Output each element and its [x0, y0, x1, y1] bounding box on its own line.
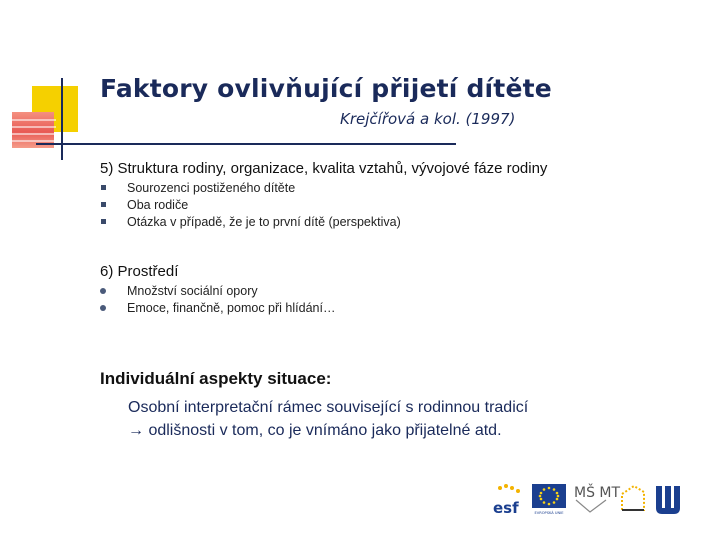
msmt-logo-icon — [572, 482, 621, 516]
decor-vertical-rule — [61, 78, 63, 160]
list-item — [100, 196, 401, 213]
list-item-text: Otázka v případě, že je to první dítě (perspektiva) — [127, 214, 401, 229]
list-item-text: Emoce, finančně, pomoc při hlídání… — [127, 300, 336, 315]
aspects-body — [128, 396, 528, 442]
round-bullet-icon — [100, 305, 106, 311]
section-5-list — [100, 179, 401, 230]
esf-logo-icon — [492, 482, 526, 516]
round-bullet-icon — [100, 288, 106, 294]
list-item-text: Sourozenci postiženého dítěte — [127, 180, 296, 195]
aspects-line-1: Osobní interpretační rámec související s rodinnou tradicí — [128, 399, 529, 416]
list-item-text: Množství sociální opory — [127, 283, 258, 298]
msmt-logo-text: MŠ MT — [574, 485, 621, 501]
dotted-square-logo-icon — [618, 482, 648, 516]
section-5-heading: 5) Struktura rodiny, organizace, kvalita vztahů, vývojové fáze rodiny — [100, 160, 548, 177]
esf-logo-text: esf — [493, 499, 519, 517]
slide-title: Faktory ovlivňující přijetí dítěte — [100, 74, 552, 103]
aspects-heading: Individuální aspekty situace: — [100, 369, 332, 388]
decor-red-stripes — [10, 114, 56, 144]
footer-logos — [492, 482, 682, 516]
list-item — [100, 179, 401, 196]
section-6-heading: 6) Prostředí — [100, 263, 179, 280]
square-bullet-icon — [101, 202, 106, 207]
list-item — [100, 282, 335, 299]
decor-horizontal-rule — [36, 143, 456, 145]
eu-flag-icon — [532, 482, 566, 516]
eu-caption: EVROPSKÁ UNIE — [534, 511, 564, 515]
slide-subtitle: Krejčířová a kol. (1997) — [340, 110, 516, 128]
list-item — [100, 299, 335, 316]
list-item — [100, 213, 401, 230]
section-6-list — [100, 282, 335, 316]
square-bullet-icon — [101, 185, 106, 190]
square-bullet-icon — [101, 219, 106, 224]
mu-logo-icon — [654, 482, 682, 516]
aspects-line-2: → odlišnosti v tom, co je vnímáno jako přijatelné atd. — [128, 422, 502, 439]
list-item-text: Oba rodiče — [127, 197, 189, 212]
